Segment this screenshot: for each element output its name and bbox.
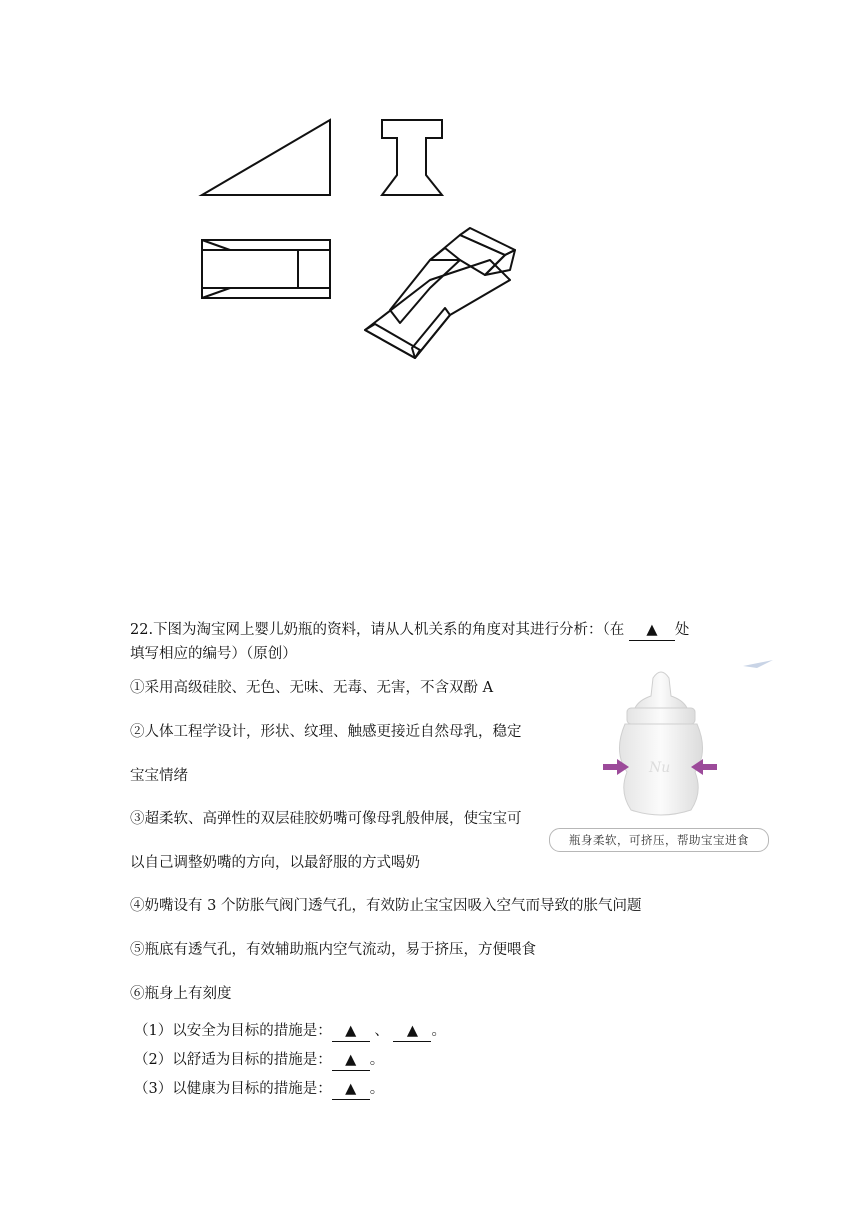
answer-2-end: 。 bbox=[369, 1052, 385, 1068]
answer-line-1 bbox=[134, 1021, 446, 1042]
question-title-text: 下图为淘宝网上婴儿奶瓶的资料，请从人机关系的角度对其进行分析：（在 bbox=[153, 622, 625, 638]
side-view-i-shape bbox=[382, 120, 442, 195]
feature-6: ⑥瓶身上有刻度 bbox=[130, 986, 232, 1002]
answer-2-prompt: （2）以舒适为目标的措施是： bbox=[134, 1052, 332, 1068]
baby-bottle-image bbox=[545, 660, 775, 855]
answer-1-prompt: （1）以安全为目标的措施是： bbox=[134, 1023, 332, 1039]
feature-4: ④奶嘴设有 3 个防胀气阀门透气孔，有效防止宝宝因吸入空气而导致的胀气问题 bbox=[130, 898, 642, 914]
question-title-tail: 处 bbox=[674, 622, 690, 638]
front-view-triangle bbox=[202, 120, 330, 195]
feature-5: ⑤瓶底有透气孔，有效辅助瓶内空气流动，易于挤压，方便喂食 bbox=[130, 942, 536, 958]
answer-1-end: 。 bbox=[431, 1023, 446, 1039]
image-caption: 瓶身柔软，可挤压，帮助宝宝进食 bbox=[549, 828, 769, 852]
answer-blank-3: ▲ bbox=[332, 1079, 370, 1100]
answer-blank-1a: ▲ bbox=[332, 1021, 370, 1042]
question-title-line2: 填写相应的编号）（原创） bbox=[130, 646, 297, 662]
feature-2: ②人体工程学设计，形状、纹理、触感更接近自然母乳，稳定 bbox=[130, 724, 522, 740]
answer-3-end: 。 bbox=[369, 1081, 385, 1097]
answer-blank-2: ▲ bbox=[332, 1050, 370, 1071]
baby-bottle-illustration bbox=[545, 660, 775, 828]
answer-1-separator: 、 bbox=[374, 1023, 389, 1039]
three-view-drawing bbox=[190, 110, 530, 360]
feature-3-cont: 以自己调整奶嘴的方向，以最舒服的方式喝奶 bbox=[130, 855, 420, 871]
feature-2-cont: 宝宝情绪 bbox=[130, 768, 188, 784]
answer-3-prompt: （3）以健康为目标的措施是： bbox=[134, 1081, 332, 1097]
answer-blank-title: ▲ bbox=[629, 620, 675, 641]
answer-line-3 bbox=[134, 1079, 384, 1100]
feature-3: ③超柔软、高弹性的双层硅胶奶嘴可像母乳般伸展，使宝宝可 bbox=[130, 811, 522, 827]
feature-1: ①采用高级硅胶、无色、无味、无毒、无害，不含双酚 A bbox=[130, 680, 494, 696]
question-title bbox=[130, 620, 689, 641]
answer-blank-1b: ▲ bbox=[393, 1021, 431, 1042]
question-number: 22. bbox=[130, 622, 154, 638]
answer-line-2 bbox=[134, 1050, 384, 1071]
svg-text:Nu: Nu bbox=[649, 760, 671, 776]
top-view bbox=[202, 240, 330, 298]
isometric-view bbox=[365, 228, 515, 358]
